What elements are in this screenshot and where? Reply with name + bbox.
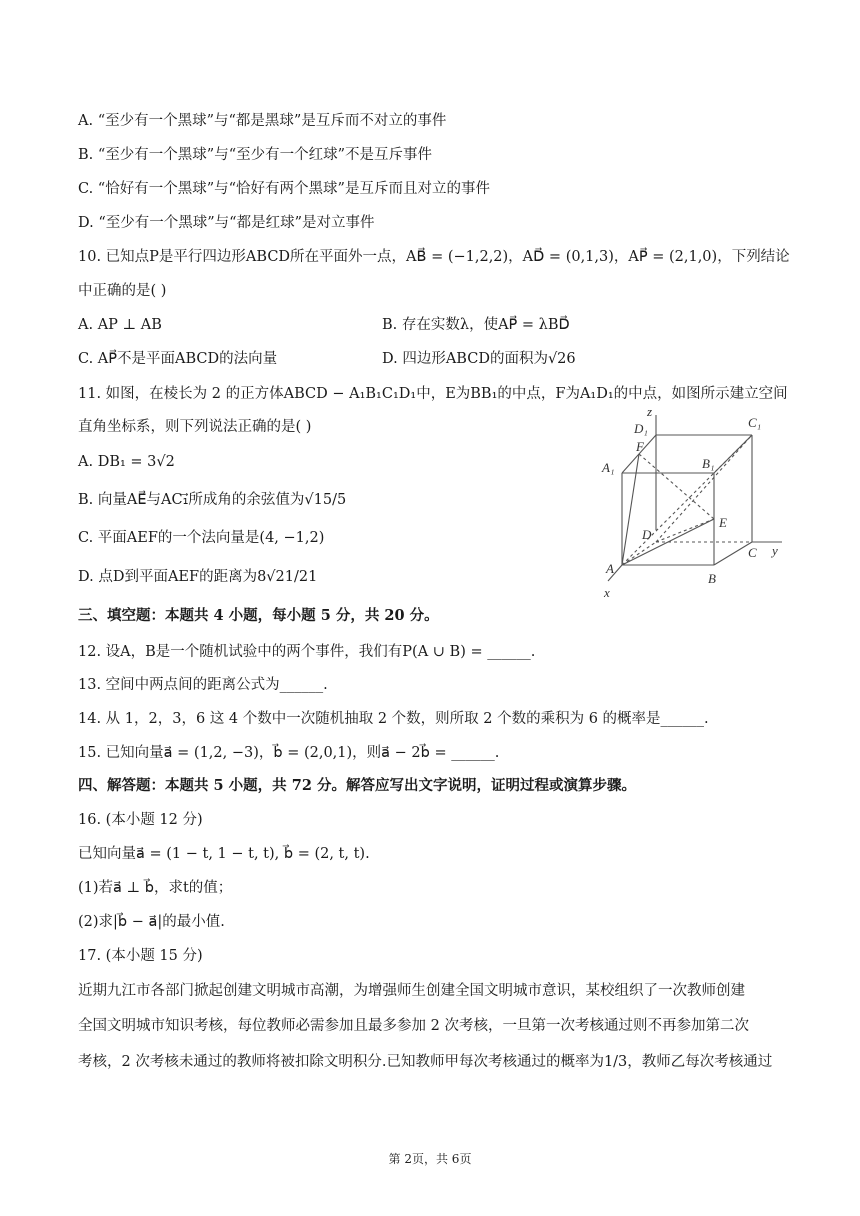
q11-option-a: A. DB₁ = 3√2 xyxy=(78,454,175,470)
q10-stem-line2: 中正确的是( ) xyxy=(78,283,167,299)
q11-stem-line2: 直角坐标系，则下列说法正确的是( ) xyxy=(78,419,312,435)
q10-option-d: D. 四边形ABCD的面积为√26 xyxy=(382,351,576,367)
label-b1: B₁ xyxy=(702,456,715,471)
section3-title: 三、填空题：本题共 4 小题，每小题 5 分，共 20 分。 xyxy=(78,607,439,624)
q16-part1: (1)若a⃗ ⊥ b⃗，求t的值； xyxy=(78,880,233,896)
q17-line2: 全国文明城市知识考核，每位教师必需参加且最多参加 2 次考核，一旦第一次考核通过则不再参加第二次 xyxy=(78,1018,749,1034)
q10-stem-line1: 10. 已知点P是平行四边形ABCD所在平面外一点，AB⃗ = (−1,2,2)，AD⃗ = (0,1,3)，AP⃗ = (2,1,0)，下列结论 xyxy=(78,249,790,265)
label-b: B xyxy=(708,571,716,586)
q9-option-a: A. “至少有一个黑球”与“都是黑球”是互斥而不对立的事件 xyxy=(78,113,447,129)
label-f: F xyxy=(636,439,644,454)
label-d1: D₁ xyxy=(634,421,648,436)
q9-option-d: D. “至少有一个黑球”与“都是红球”是对立事件 xyxy=(78,215,375,231)
q9-option-b: B. “至少有一个黑球”与“至少有一个红球”不是互斥事件 xyxy=(78,147,433,163)
q14: 14. 从 1，2，3，6 这 4 个数中一次随机抽取 2 个数，则所取 2 个数的乘积为 6 的概率是______. xyxy=(78,711,709,727)
q16-header: 16. (本小题 12 分) xyxy=(78,812,203,828)
page-footer: 第 2页，共 6页 xyxy=(388,1152,472,1166)
label-a: A xyxy=(606,561,614,576)
section4-title: 四、解答题：本题共 5 小题，共 72 分。解答应写出文字说明，证明过程或演算步骤。 xyxy=(78,777,636,794)
label-a1: A₁ xyxy=(602,460,615,475)
label-z: z xyxy=(647,405,653,419)
q11-option-b: B. 向量AE⃗与AC₁⃗所成角的余弦值为√15/5 xyxy=(78,492,347,508)
label-c: C xyxy=(748,545,757,560)
q17-line1: 近期九江市各部门掀起创建文明城市高潮，为增强师生创建全国文明城市意识，某校组织了一次教师创建 xyxy=(78,983,745,999)
label-y: y xyxy=(772,543,778,558)
label-c1: C₁ xyxy=(748,415,762,430)
q10-option-a: A. AP ⊥ AB xyxy=(78,317,162,333)
q17-line3: 考核，2 次考核未通过的教师将被扣除文明积分.已知教师甲每次考核通过的概率为1/3，教师乙每次考核通过 xyxy=(78,1054,773,1070)
cube-figure xyxy=(598,405,784,601)
q16-stem: 已知向量a⃗ = (1 − t, 1 − t, t), b⃗ = (2, t, t). xyxy=(78,846,370,862)
q9-option-c: C. “恰好有一个黑球”与“恰好有两个黑球”是互斥而且对立的事件 xyxy=(78,181,490,197)
q13: 13. 空间中两点间的距离公式为______. xyxy=(78,677,328,693)
q11-stem-line1: 11. 如图，在棱长为 2 的正方体ABCD − A₁B₁C₁D₁中，E为BB₁的中点，F为A₁D₁的中点，如图所示建立空间 xyxy=(78,386,788,402)
q11-option-d: D. 点D到平面AEF的距离为8√21/21 xyxy=(78,569,318,585)
q10-option-b: B. 存在实数λ，使AP⃗ = λBD⃗ xyxy=(382,317,570,333)
q16-part2: (2)求|b⃗ − a⃗|的最小值. xyxy=(78,914,225,930)
q11-option-c: C. 平面AEF的一个法向量是(4, −1,2) xyxy=(78,530,325,546)
q10-option-c: C. AP⃗不是平面ABCD的法向量 xyxy=(78,351,278,367)
q12: 12. 设A，B是一个随机试验中的两个事件，我们有P(A ∪ B) = ______. xyxy=(78,644,536,660)
q15: 15. 已知向量a⃗ = (1,2, −3)，b⃗ = (2,0,1)，则a⃗ − 2b⃗ = ______. xyxy=(78,745,500,761)
label-e: E xyxy=(719,515,727,530)
label-d: D xyxy=(642,527,652,542)
label-x: x xyxy=(604,585,610,600)
q17-header: 17. (本小题 15 分) xyxy=(78,948,203,964)
